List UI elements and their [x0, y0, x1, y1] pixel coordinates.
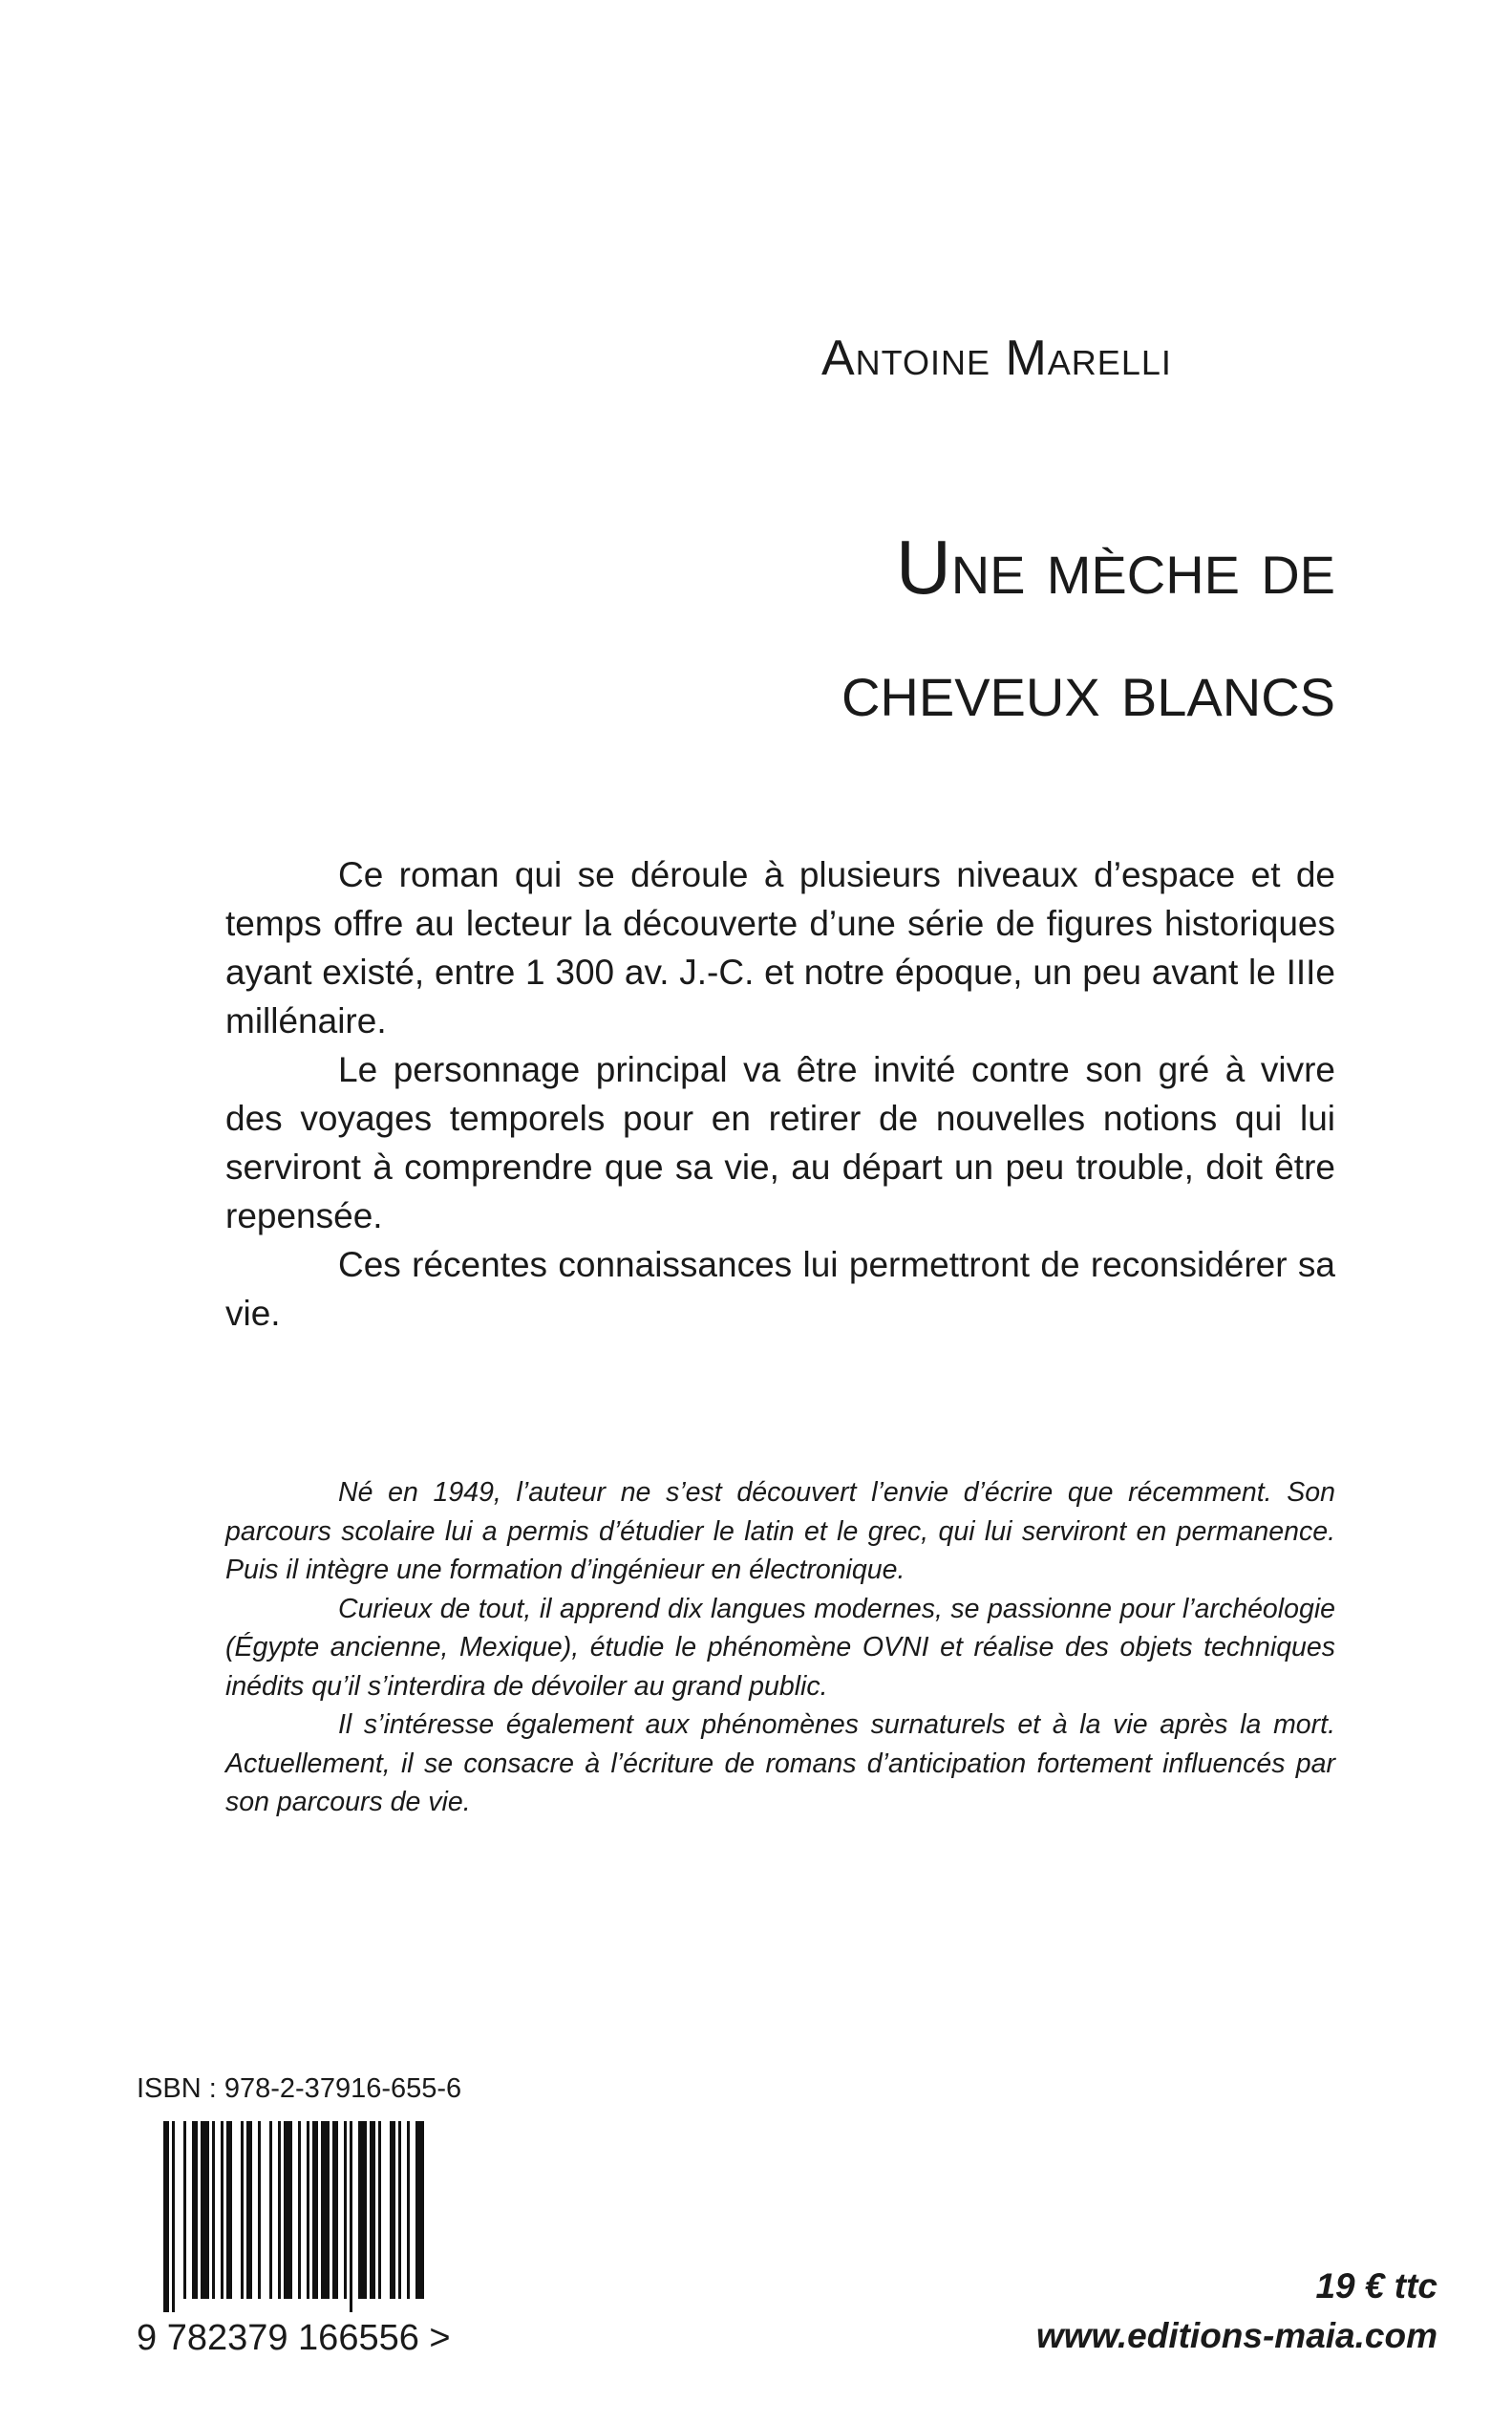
- author-biography: [225, 1473, 1335, 1822]
- book-title-line-2: cheveux blancs: [841, 647, 1335, 732]
- book-summary: [225, 850, 1335, 1338]
- barcode-bar: [378, 2121, 381, 2299]
- barcode-bar: [350, 2121, 352, 2312]
- barcode-bar: [390, 2121, 395, 2299]
- isbn-label: ISBN : 978-2-37916-655-6: [137, 2073, 462, 2104]
- barcode-bar: [344, 2121, 347, 2299]
- barcode-bar: [370, 2121, 375, 2299]
- barcode-bar: [212, 2121, 215, 2299]
- bio-paragraph: Il s’intéresse également aux phénomènes surnaturels et à la vie après la mort. Actuellement, il se consacre à l’écriture de romans d’anticipation fortement influencés par son parcours de vie.: [225, 1709, 1335, 1817]
- barcode-bar: [269, 2121, 272, 2299]
- barcode-bar: [163, 2121, 169, 2312]
- bio-paragraph: Curieux de tout, il apprend dix langues modernes, se passionne pour l’archéologie (Égypte ancienne, Mexique), étudie le phénomène OVNI et réalise des objets techniques inédits qu’il s’interdira de dévoiler au grand public.: [225, 1593, 1335, 1702]
- summary-paragraph: Ces récentes connaissances lui permettront de reconsidérer sa vie.: [225, 1245, 1335, 1333]
- barcode-bar: [201, 2121, 209, 2299]
- barcode-digits: 9 782379 166556 >: [137, 2318, 451, 2358]
- barcode-bar: [307, 2121, 309, 2299]
- bio-paragraph: Né en 1949, l’auteur ne s’est découvert l’envie d’écrire que récemment. Son parcours scolaire lui a permis d’étudier le latin et le grec, qui lui serviront en permanence. Puis il intègre une formation d’ingénieur en électronique.: [225, 1477, 1335, 1585]
- barcode-bar: [258, 2121, 261, 2299]
- barcode-bar: [407, 2121, 410, 2299]
- barcode-bar: [358, 2121, 367, 2299]
- barcode-bar: [278, 2121, 281, 2299]
- barcode-bar: [172, 2121, 175, 2312]
- barcode-bar: [321, 2121, 330, 2299]
- publisher-website: www.editions-maia.com: [1035, 2316, 1437, 2355]
- barcode-bar: [241, 2121, 244, 2299]
- summary-paragraph: Ce roman qui se déroule à plusieurs niveaux d’espace et de temps offre au lecteur la découverte d’une série de figures historiques ayant existé, entre 1 300 av. J.-C. et notre époque, un peu avant le IIIe millénaire.: [225, 855, 1335, 1040]
- author-name: Antoine Marelli: [821, 331, 1172, 386]
- barcode-bar: [312, 2121, 318, 2299]
- summary-paragraph: Le personnage principal va être invité contre son gré à vivre des voyages temporels pour en retirer de nouvelles notions qui lui serviront à comprendre que sa vie, au départ un peu trouble, doit être repensée.: [225, 1050, 1335, 1235]
- barcode-bar: [398, 2121, 401, 2299]
- price-label: 19 € ttc: [1315, 2266, 1437, 2306]
- barcode-bar: [284, 2121, 292, 2299]
- barcode-bar: [221, 2121, 224, 2299]
- barcode-bar: [246, 2121, 252, 2299]
- book-title-line-1: Une mèche de: [895, 525, 1335, 610]
- barcode-bar: [415, 2121, 424, 2299]
- barcode-bar: [183, 2121, 186, 2299]
- barcode-bar: [226, 2121, 232, 2299]
- barcode-bar: [192, 2121, 198, 2299]
- barcode-bars: [137, 2121, 442, 2312]
- barcode-bar: [332, 2121, 338, 2299]
- barcode-bar: [298, 2121, 301, 2299]
- book-title: [535, 506, 1335, 751]
